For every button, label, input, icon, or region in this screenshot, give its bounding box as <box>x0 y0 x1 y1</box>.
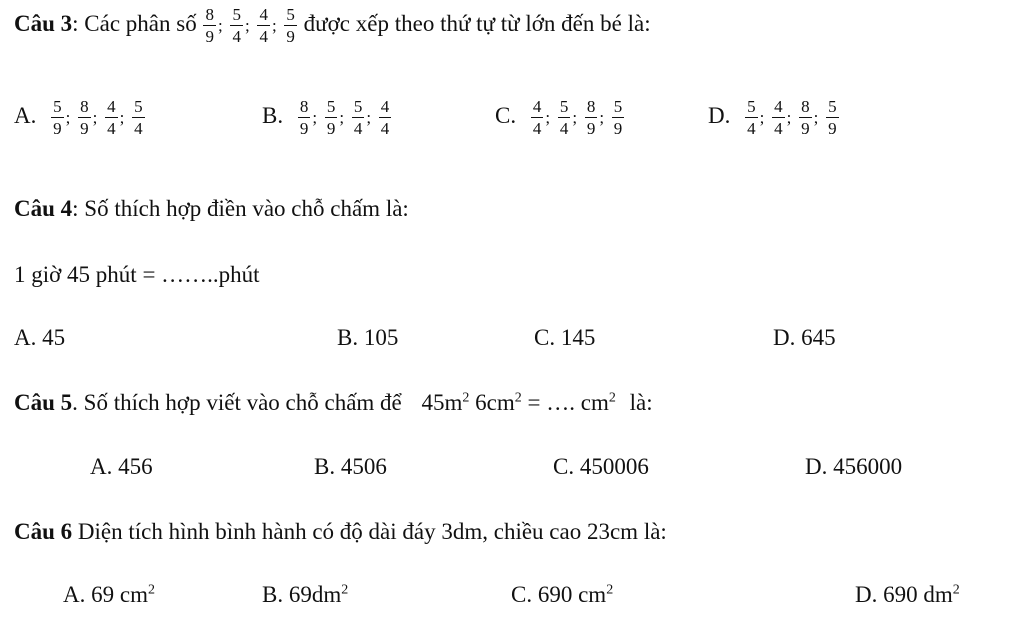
q3-label: Câu 3 <box>14 10 73 36</box>
q5-expression: $45m^2$ $6cm^2$ = …. $cm^2$ <box>421 390 616 415</box>
fraction: $\frac{5}{9}$ <box>53 97 62 138</box>
fraction: $\frac{4}{4}$ <box>380 97 390 138</box>
fraction: $\frac{4}{4}$ <box>532 97 542 138</box>
fraction: $\frac{5}{4}$ <box>559 97 569 138</box>
fraction: $\frac{5}{9}$ <box>286 5 295 46</box>
q3-option-d: D. $\frac{5}{4}$ ; $\frac{4}{4}$ ; $\frac{8}{9}$ ; $\frac{5}{9}$ <box>708 97 837 138</box>
q5-option-d: D. 456000 <box>805 454 903 479</box>
fraction: $\frac{8}{9}$ <box>80 97 89 138</box>
fraction: $\frac{5}{9}$ <box>326 97 336 138</box>
option-letter: D. <box>708 102 731 128</box>
q6-option-d: D. 690 $dm^2$ <box>855 582 960 607</box>
option-letter: B. <box>262 102 284 128</box>
q5-question <box>14 390 653 416</box>
q6-option-b: B. $69dm^2$ <box>262 582 349 607</box>
q3-colon: : <box>72 10 79 36</box>
q4-option-b: B. 105 <box>337 325 399 350</box>
fraction: $\frac{5}{4}$ <box>134 97 143 138</box>
q3-option-c: C. $\frac{4}{4}$ ; $\frac{5}{4}$ ; $\frac{8}{9}$ ; $\frac{5}{9}$ <box>495 97 623 138</box>
fraction: $\frac{5}{9}$ <box>828 97 837 138</box>
q6-question <box>14 519 667 545</box>
fraction: $\frac{4}{4}$ <box>259 5 268 46</box>
fraction: $\frac{8}{9}$ <box>205 5 214 46</box>
q3-prefix: Các phân số <box>84 10 197 36</box>
q3-option-a: A. $\frac{5}{9}$ ; $\frac{8}{9}$ ; $\frac{4}{4}$ ; $\frac{5}{4}$ <box>14 97 143 138</box>
q5-option-b: B. 4506 <box>314 454 387 479</box>
q6-option-c: C. 690 $cm^2$ <box>511 582 614 607</box>
fraction: $\frac{8}{9}$ <box>299 97 309 138</box>
fraction: $\frac{5}{9}$ <box>613 97 623 138</box>
q4-label: Câu 4 <box>14 196 73 221</box>
fraction: $\frac{8}{9}$ <box>801 97 810 138</box>
q4-option-d: D. 645 <box>773 325 836 350</box>
q6-label: Câu 6 <box>14 519 73 544</box>
q3-option-b: B. $\frac{8}{9}$ ; $\frac{5}{9}$ ; $\frac{5}{4}$ ; $\frac{4}{4}$ <box>262 97 390 138</box>
q5-prompt: . Số thích hợp viết vào chỗ chấm để <box>72 390 402 415</box>
fraction: $\frac{4}{4}$ <box>107 97 116 138</box>
q4-prompt: Số thích hợp điền vào chỗ chấm là: <box>84 196 409 221</box>
q4-colon: : <box>72 196 79 221</box>
fraction: $\frac{5}{4}$ <box>353 97 363 138</box>
q4-option-c: C. 145 <box>534 325 596 350</box>
option-letter: A. <box>14 102 37 128</box>
q3-suffix: được xếp theo thứ tự từ lớn đến bé là: <box>303 10 651 36</box>
q4-question <box>14 196 409 222</box>
q3-question: Câu 3: Các phân số $\frac{8}{9}$ ; $\frac{5}{4}$ ; $\frac{4}{4}$ ; $\frac{5}{9}$ được xếp theo thứ tự từ lớn đến bé là: <box>14 5 651 46</box>
option-letter: C. <box>495 102 517 128</box>
fraction: $\frac{5}{4}$ <box>747 97 756 138</box>
q5-option-c: C. 450006 <box>553 454 649 479</box>
fraction: $\frac{5}{4}$ <box>232 5 241 46</box>
fraction: $\frac{4}{4}$ <box>774 97 783 138</box>
q4-expression: 1 giờ 45 phút = ……..phút <box>14 262 260 287</box>
q6-option-a: A. 69 $cm^2$ <box>63 582 155 607</box>
q6-prompt: Diện tích hình bình hành có độ dài đáy 3dm, chiều cao 23cm là: <box>72 519 667 544</box>
fraction: $\frac{8}{9}$ <box>586 97 596 138</box>
q5-suffix: là: <box>629 390 653 415</box>
q5-option-a: A. 456 <box>90 454 153 479</box>
q4-option-a: A. 45 <box>14 325 66 350</box>
q5-label: Câu 5 <box>14 390 73 415</box>
